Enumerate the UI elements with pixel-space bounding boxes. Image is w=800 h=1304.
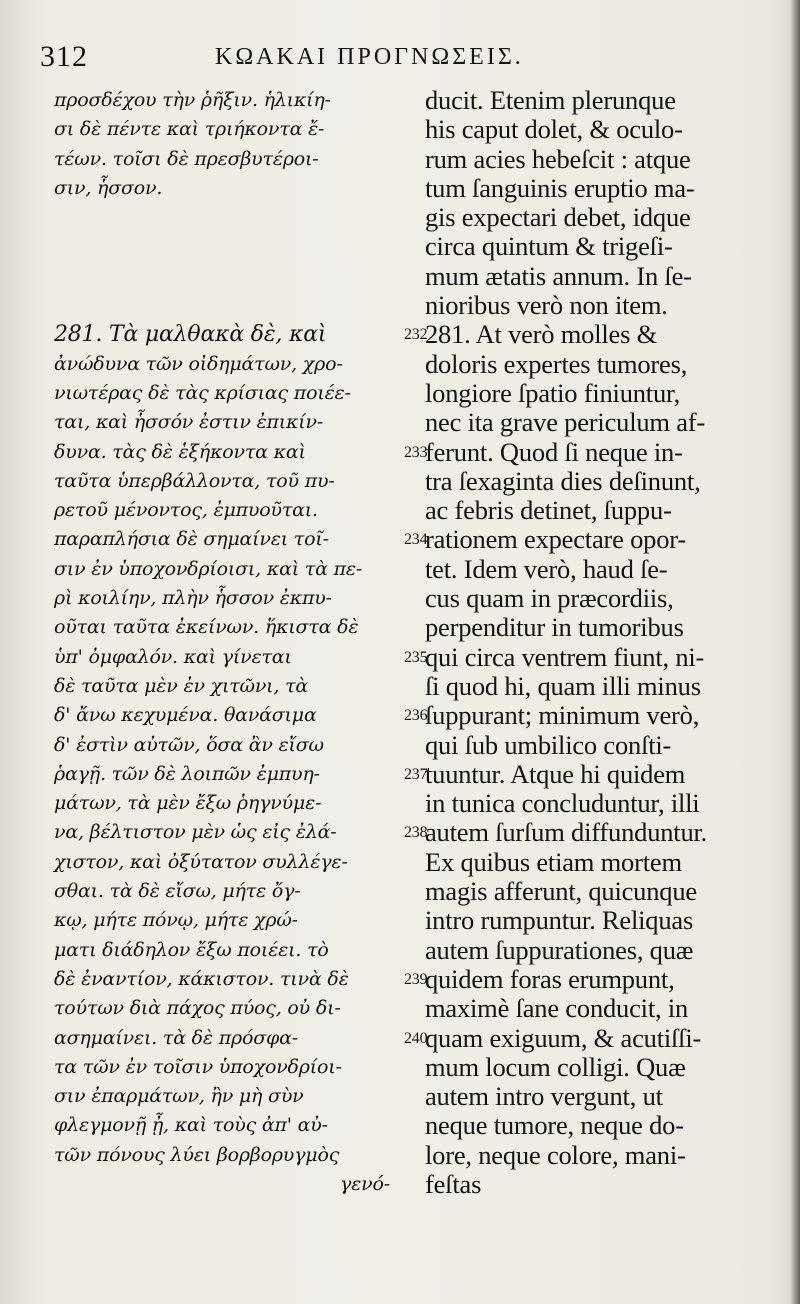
greek-line [54, 936, 404, 965]
greek-line [54, 701, 428, 730]
greek-line-text: δ' ἄνω κεχυμένα. θανάσιμα [54, 704, 317, 727]
latin-line: mum ætatis annum. In ſe- [425, 260, 692, 291]
greek-line [54, 438, 428, 467]
greek-line-text: τούτων διὰ πάχος πύος, οὐ δι- [54, 997, 341, 1020]
greek-line-text: κῳ, μήτε πόνῳ, μήτε χρώ- [54, 909, 298, 932]
greek-line-text: σιν, ἧσσον. [54, 176, 163, 199]
greek-line-text: δυνα. τὰς δὲ ἑξήκοντα καὶ [54, 440, 306, 463]
latin-line: gis expectari debet, idque [425, 202, 691, 233]
greek-line [54, 760, 428, 789]
latin-line: autem ſurſum diffunduntur. [425, 817, 708, 848]
greek-line [54, 320, 428, 349]
running-head: ΚΩΑΚΑΙ ΠΡΟΓΝΩΣΕΙΣ. [215, 44, 524, 70]
latin-line: autem ſuppurationes, quæ [425, 934, 694, 965]
greek-line [54, 555, 404, 584]
greek-line-text: ῥαγῇ. τῶν δὲ λοιπῶν ἐμπυη- [54, 762, 320, 785]
greek-line [54, 467, 404, 496]
latin-line: circa quintum & trigeſi- [425, 231, 673, 262]
greek-line-text: 281. Τὰ μαλθακὰ δὲ, καὶ [54, 322, 327, 348]
latin-line: magis afferunt, quicunque [425, 876, 697, 907]
latin-line: 281. At verò molles & [425, 319, 658, 350]
greek-line-text: ματι διάδηλον ἔξω ποιέει. τὸ [54, 938, 329, 961]
greek-line [54, 408, 404, 437]
greek-line [54, 1053, 404, 1082]
latin-line: rationem expectare opor- [425, 524, 687, 555]
latin-line: tum ſanguinis eruptio ma- [425, 172, 695, 203]
greek-line [54, 145, 404, 174]
latin-line: doloris expertes tumores, [425, 348, 688, 379]
greek-line [54, 350, 404, 379]
latin-line: rum acies hebeſcit : atque [425, 143, 691, 174]
greek-line [54, 848, 404, 877]
page-number: 312 [40, 40, 88, 73]
greek-line [54, 643, 428, 672]
greek-line-text: να, βέλτιστον μὲν ὡς εἰς ἐλά- [54, 821, 337, 844]
greek-line-text: δὲ ἐναντίον, κάκιστον. τινὰ δὲ [54, 967, 349, 990]
latin-line: maximè ſane conducit, in [425, 993, 689, 1024]
greek-line [54, 203, 404, 232]
margin-line-number: 234 [404, 531, 428, 549]
page-edge-shadow [790, 0, 800, 1304]
latin-line: quam exiguum, & acutiſſi- [425, 1022, 702, 1053]
greek-line-text: σιν ἐν ὑποχονδρίοισι, καὶ τὰ πε- [54, 557, 363, 580]
margin-line-number: 238 [404, 824, 428, 842]
greek-line [54, 525, 428, 554]
greek-line-text: σθαι. τὰ δὲ εἴσω, μήτε ὄγ- [54, 880, 301, 903]
greek-line-text: σι δὲ πέντε καὶ τριήκοντα ἔ- [54, 118, 325, 141]
margin-line-number: 240 [404, 1029, 428, 1047]
margin-line-number: 239 [404, 970, 428, 988]
greek-line [54, 877, 404, 906]
margin-line-number: 236 [404, 707, 428, 725]
latin-line: ac febris detinet, ſuppu- [425, 495, 672, 526]
greek-line-text: νιωτέρας δὲ τὰς κρίσιας ποιέε- [54, 381, 351, 404]
greek-line [54, 1170, 404, 1199]
greek-line [54, 232, 404, 261]
greek-line [54, 672, 404, 701]
greek-line [54, 906, 404, 935]
greek-line-text: σιν ἐπαρμάτων, ἢν μὴ σὺν [54, 1085, 304, 1108]
greek-line-text: προσδέχου τὴν ῥῆξιν. ἡλικίη- [54, 89, 331, 111]
greek-line-text: γενό- [340, 1172, 390, 1195]
latin-line: ferunt. Quod ſi neque in- [425, 436, 683, 467]
latin-line: intro rumpuntur. Reliquas [425, 905, 694, 936]
latin-line: nioribus verò non item. [425, 290, 668, 321]
latin-line: perpenditur in tumoribus [425, 612, 684, 643]
greek-line [54, 262, 404, 291]
latin-line: his caput dolet, & oculo- [425, 114, 683, 145]
greek-line-text: οῦται ταῦτα ἐκείνων. ἥκιστα δὲ [54, 616, 359, 639]
latin-line: longiore ſpatio finiuntur, [425, 377, 681, 408]
latin-line: qui circa ventrem fiunt, ni- [425, 641, 705, 672]
latin-text-column [425, 86, 770, 1199]
greek-line [54, 994, 404, 1023]
greek-line-text: τα τῶν ἐν τοῖσιν ὑποχονδρίοι- [54, 1055, 342, 1078]
greek-line [54, 1082, 404, 1111]
latin-line: lore, neque colore, mani- [425, 1139, 686, 1170]
greek-line-text: δ' ἐστὶν αὐτῶν, ὅσα ἂν εἴσω [54, 733, 324, 756]
greek-line-text: χιστον, καὶ ὀξύτατον συλλέγε- [54, 850, 348, 873]
greek-line [54, 86, 404, 115]
latin-line: qui ſub umbilico conſti- [425, 729, 672, 760]
greek-line [54, 789, 404, 818]
margin-line-number: 237 [404, 765, 428, 783]
latin-line: in tunica concluduntur, illi [425, 788, 700, 819]
margin-line-number: 232 [404, 326, 428, 344]
greek-line-text: ἀνώδυνα τῶν οἰδημάτων, χρο- [54, 352, 343, 375]
greek-line-text: ὑπ' ὀμφαλόν. καὶ γίνεται [54, 645, 292, 668]
greek-line-text: ται, καὶ ἧσσόν ἐστιν ἐπικίν- [54, 411, 324, 434]
greek-line-text: δὲ ταῦτα μὲν ἐν χιτῶνι, τὰ [54, 674, 309, 697]
greek-line [54, 496, 404, 525]
greek-line [54, 1024, 428, 1053]
latin-line: autem intro vergunt, ut [425, 1081, 663, 1112]
latin-line: cus quam in præcordiis, [425, 583, 674, 614]
greek-line [54, 818, 428, 847]
greek-line [54, 291, 404, 320]
greek-line-text: τῶν πόνους λύει βορβορυγμὸς [54, 1143, 340, 1166]
greek-line-text: φλεγμονῇ ᾖ, καὶ τοὺς ἀπ' αὐ- [54, 1114, 328, 1137]
greek-line [54, 174, 404, 203]
latin-line: tra ſexaginta dies deſinunt, [425, 465, 701, 496]
greek-line [54, 1111, 404, 1140]
greek-line [54, 379, 404, 408]
greek-line [54, 731, 404, 760]
latin-line: Ex quibus etiam mortem [425, 846, 682, 877]
latin-line: nec ita grave periculum af- [425, 407, 706, 438]
latin-line: ſi quod hi, quam illi minus [425, 670, 701, 701]
page-header [40, 40, 770, 84]
margin-line-number: 233 [404, 443, 428, 461]
latin-line: tet. Idem verò, haud ſe- [425, 553, 668, 584]
latin-line: ducit. Etenim plerunque [425, 85, 676, 115]
greek-line-text: μάτων, τὰ μὲν ἔξω ῥηγνύμε- [54, 792, 322, 815]
latin-line: tuuntur. Atque hi quidem [425, 758, 686, 789]
latin-line: feſtas [425, 1168, 482, 1199]
greek-line-text: παραπλήσια δὲ σημαίνει τοῖ- [54, 528, 329, 551]
greek-line [54, 613, 404, 642]
greek-text-column [54, 86, 428, 1199]
margin-line-number: 235 [404, 648, 428, 666]
greek-line-text: ρὶ κοιλίην, πλὴν ἧσσον ἐκπυ- [54, 587, 332, 610]
greek-line [54, 115, 404, 144]
latin-line: ſuppurant; minimum verò, [425, 700, 700, 731]
greek-line-text: τέων. τοῖσι δὲ πρεσβυτέροι- [54, 147, 319, 170]
greek-line [54, 1141, 404, 1170]
latin-line: quidem foras erumpunt, [425, 963, 675, 994]
greek-line-text: ασημαίνει. τὰ δὲ πρόσφα- [54, 1026, 298, 1049]
greek-line-text: ρετοῦ μένοντος, ἐμπυοῦται. [54, 499, 318, 522]
greek-line-text: ταῦτα ὑπερβάλλοντα, τοῦ πυ- [54, 469, 335, 492]
latin-line: neque tumore, neque do- [425, 1110, 684, 1141]
greek-line [54, 965, 428, 994]
greek-line [54, 584, 404, 613]
latin-line: mum locum colligi. Quæ [425, 1051, 686, 1082]
